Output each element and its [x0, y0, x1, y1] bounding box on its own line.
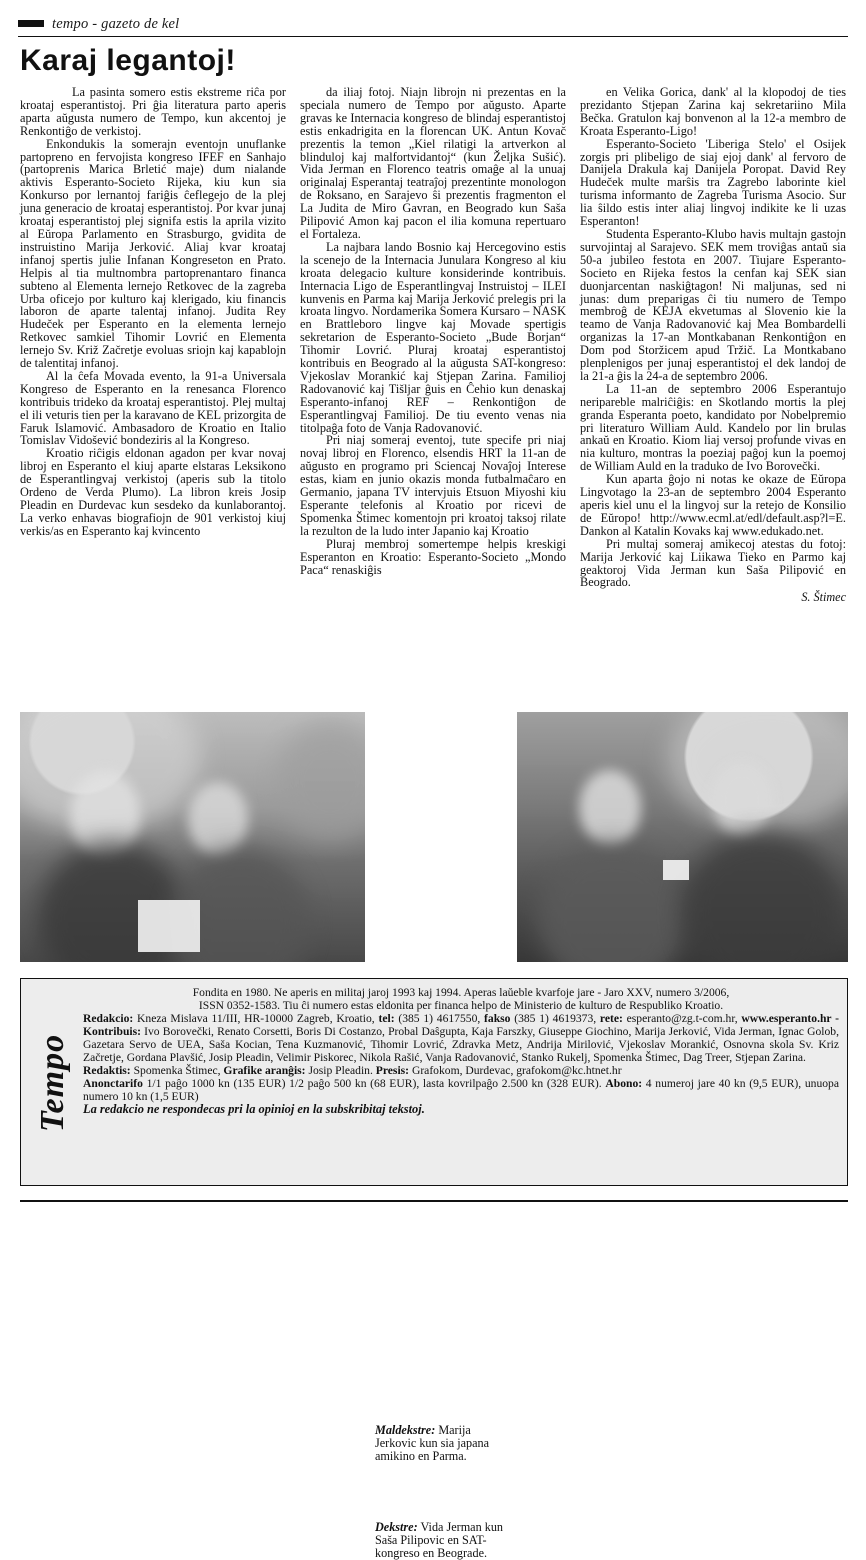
colophon-redaktis-text: Spomenka Štimec, [130, 1064, 224, 1077]
colophon-pricing [83, 1077, 839, 1103]
photo-bag-white [138, 900, 200, 952]
column-1 [20, 86, 286, 706]
photo-captions [375, 1424, 509, 1560]
colophon-disclaimer: La redakcio ne respondecas pri la opinioj en la subskribitaj tekstoj. [83, 1102, 425, 1116]
paragraph: La pasinta somero estis ekstreme riĉa por kroataj esperantistoj. Pri ĝia literatura parto aperis aparta aŭgusta numero de Tempo, kun akcentoj je Renkontiĝo de verkistoj. [20, 85, 286, 138]
colophon-credits [83, 1064, 839, 1077]
colophon-tel-label: tel: [378, 1012, 395, 1025]
colophon-issn: ISSN 0352-1583. Tiu ĉi numero estas eldonita per financa helpo de Ministerio de kulturo de Respubliko Kroatio. [198, 999, 724, 1012]
caption-right-text: Vida Jerman kun Saša Pilipovic en SAT-kongreso en Beograde. [375, 1520, 504, 1560]
colophon-anonctarifo-label: Anonctarifo [83, 1077, 143, 1090]
paragraph: Pri multaj someraj amikecoj atestas du fotoj: Marija Jerković kaj Liikawa Tieko en Parmo kaj geaktoroj Vida Jerman kun Saša Pilipović en Beogrado. [580, 536, 846, 590]
colophon-anonctarifo-text: 1/1 paĝo 1000 kn (135 EUR) 1/2 paĝo 500 kn (68 EUR), lasta kovrilpaĝo 2.500 kn (328 EUR). [142, 1077, 606, 1090]
photo-left-two-women [20, 712, 365, 962]
paragraph: Kun aparta ĝojo ni notas ke okaze de Eŭropa Lingvotago la 23-an de septembro 2004 Esperanto aperis kiel unu el la lingvoj sur la retejo de Konsilio de Eŭropo! http://www.ecml.at/edl/default.asp?l=E. Dankon al Katalin Kovaks kaj www.edukado.net. [580, 472, 846, 538]
colophon-box [20, 978, 848, 1186]
paragraph: en Velika Gorica, dank' al la klopodoj de ties prezidanto Stjepan Zarina kaj sekretariino Mila Bečka. Gratulon kaj bonvenon al la 12-a membro de Kroata Esperanto-Ligo! [580, 85, 846, 138]
caption-left [375, 1424, 509, 1463]
photo-name-badge [663, 860, 689, 880]
photo-right-two-people [517, 712, 848, 962]
colophon-grafike-label: Grafike aranĝis: [223, 1064, 306, 1077]
photo-face-left [579, 770, 641, 846]
paragraph: Pri niaj someraj eventoj, tute specife pri niaj novaj libroj en Florenco, elsendis HRT la 11-an de aŭgusto en programo pri Sciencaj Novaĵoj Interese estas, kiam en junio okazis monda futbalmaĉaro en Germanio, japana TV intervjuis Etsuon Miyoshi kiu Esperante telefonis al Kroatio por ricevi de Spomenka Štimec komentojn pri kroatoj taksoj rilate la rezulton de la ludo inter Japanio kaj Kroatio [300, 433, 566, 538]
masthead-rule-block [18, 20, 44, 27]
column-3 [580, 86, 846, 706]
paragraph: Esperanto-Societo 'Liberiga Stelo' el Osijek zorgis pri plibeligo de siaj ejoj dank' al fervoro de Danijela Drakula kaj Danijela Poropat. David Rey Hudeček multe marŝis tra Zagrebo laborinte kiel turisma informanto de Zagreba Turisma Asocio. Sur lia ŝildo estis inter aliaj lingvoj indikite ke li uzas Esperanton! [580, 136, 846, 229]
colophon-tel-text: (385 1) 4617550, [394, 1012, 485, 1025]
colophon-redakcio-label: Redakcio: [83, 1012, 134, 1025]
colophon-kontribuis-label: - Kontribuis: [83, 1012, 839, 1038]
caption-left-text: Marija Jerkovic kun sia japana amikino en Parma. [375, 1423, 490, 1463]
colophon-grafike-text: Josip Pleadin. [305, 1064, 376, 1077]
photo-face-right [713, 764, 771, 836]
colophon-contact [83, 1012, 839, 1064]
colophon-text [83, 986, 839, 1116]
colophon-abono-text: 4 numeroj jare 40 kn (9,5 EUR), unuopa numero 10 kn (1,5 EUR) [83, 1077, 840, 1103]
paragraph: La najbara lando Bosnio kaj Hercegovino estis la scenejo de la Internacia Junulara Kongreso al kiu kroata delegacio kulture konsiderinde kontribuis. Internacia Ligo de Esperantlingvaj Instruistoj – ILEI kunvenis en Parma kaj Marija Jerković prelegis pri la kroata lingvo. Nordamerika Somera Kursaro – NASK en Brattleboro lingve kaj Movade spertigis sekretarion de Esperanto-Societo „Bude Borjan“ Tihomir Lovrić. Pluraj kroataj esperantistoj kontribuis en Beogrado al la aŭgusta SAT-kongreso: Vjekoslav Morankić kaj Stjepan Zarina. Familioj Radovanović kaj Tišljar ĝuis en Ĉehio kun denaskaj Esperanto-infanoj REF – Renkontiĝon de Esperantlingvaj Familioj. De tiu evento venas nia titolpaĝa foto de Vanja Radovanović. [300, 239, 566, 435]
page-title: Karaj legantoj! [20, 44, 236, 77]
photo-face-right [188, 782, 248, 856]
paragraph: da iliaj fotoj. Niajn librojn ni prezentas en la speciala numero de Tempo por aŭgusto. Aparte gravas ke Internacia kongreso de blindaj esperantistoj estis enkadrigita en la florencan UK. Antun Kovač prezentis la temon „Kiel rilatigi la artverkon al blinduloj kaj malfortvidantoj“ (kun Željka Sušić). Vida Jerman en Florenco teatris omaĝe al la unuaj originalaj Esperantaj teatraĵoj prezentinte monologon de Roksano, en Sarajevo ŝi prezentis fragmenton el La Judita de Miro Gavran, en Beogrado kun Saša Pilipović Amon kaj pacon el ilia komuna repertuaro el Fortaleza. [300, 85, 566, 241]
paragraph: La 11-an de septembro 2006 Esperantujo neripareble malriĉiĝis: en Skotlando mortis la plej granda Esperanta poeto, kandidato por Nobelpremio pri literaturo William Auld. Kandelo por lin brulas ankaŭ en Kroatio. Kiom liaj versoj profunde vivas en nia kulturo, montras la poeziaj paĝoj kun la poemoj de William Auld en la traduko de Ivo Borovečki. [580, 381, 846, 474]
paragraph: Al la ĉefa Movada evento, la 91-a Universala Kongreso de Esperanto en la renesanca Florenco kontribuis trideko da kroataj esperantistoj. Plej multaj el ili veturis tien per la karavano de KEL prizorgita de Faruk Islamović. Ambasadoro de Kroatio en Italio Tomislav Vidošević bondeziris al la Kongreso. [20, 368, 286, 448]
colophon-www-label[interactable]: www.esperanto.hr [741, 1012, 832, 1025]
colophon-rete-text: esperanto@zg.t-com.hr, [622, 1012, 742, 1025]
running-title: tempo - gazeto de kel [52, 16, 180, 32]
paragraph: Kroatio riĉigis eldonan agadon per kvar novaj libroj en Esperanto el kiuj aparte elstaras Leksikono de Esperantlingvaj verkistoj (aperis sub la titolo Ordeno de Verda Plumo). La libron kreis Josip Pleadin en Durdevac kun sesdeko da kunlaborantoj. La verko enhavas biografiojn de 901 verkistoj kiuj verkis/as en Esperanto kaj kvincento [20, 446, 286, 538]
colophon-presis-label: Presis: [375, 1064, 410, 1077]
caption-right [375, 1521, 509, 1560]
paragraph: Pluraj membroj somertempe helpis kreskigi Esperanton en Kroatio: Esperanto-Societo „Mondo Paca“ renaskiĝis [300, 536, 566, 577]
colophon-redakcio-text: Kneza Mislava 11/III, HR-10000 Zagreb, Kroatio, [133, 1012, 379, 1025]
column-2 [300, 86, 566, 706]
masthead-divider [18, 36, 848, 37]
colophon-presis-text: Grafokom, Durdevac, grafokom@kc.htnet.hr [409, 1064, 622, 1077]
article-signature: S. Štimec [801, 590, 846, 605]
caption-left-lead: Maldekstre: [375, 1423, 436, 1437]
colophon-rete-label: rete: [599, 1012, 623, 1025]
colophon-redaktis-label: Redaktis: [83, 1064, 131, 1077]
colophon-kontribuis-text: Ivo Borovečki, Renato Corsetti, Boris Di Costanzo, Probal Daŝgupta, Kaja Farszky, Giuseppe Giochino, Marija Jerković, Vida Jerman, Ignac Golob, Gazetara Servo de UEA, Saša Kocian, Tena Kuzmanović, Tihomir Lovrić, Zdravka Metz, Andrija Mirilović, Vjekoslav Morankić, Osnovna skola Sv. Kriz Začretje, Gordana Plavšić, Josip Pleadin, Velimir Piskorec, Nikola Rašić, Vanja Radovanović, Stanko Rukelj, Spomenka Štimec, Dag Treer, Stjepan Zarina. [83, 1025, 839, 1064]
colophon-fakso-label: fakso [484, 1012, 511, 1025]
paragraph: Studenta Esperanto-Klubo havis multajn gastojn survojintaj al Sarajevo. SEK mem troviĝas antaŭ sia 50-a jubileo festota en 2007. Tiujare Esperanto-Societo en Rijeka festos la cenfan kaj SEK sian duonjarcentan naskiĝtagon! Ni maljunas, sed ni junas: dum preparigas ĉi tiu numero de Tempo membroĝ de KEJA ekvetumas al Slovenio kie la teamo de Vanja Radovanović kaj Mea Bombardelli organizas la 17-an Montkabanan Renkontiĝon en Dom pod Storžicem apud Tržič. La Montkabano plenplenigos per junaj esperantistoj el dek landoj de la 21-a ĝis la 24-a de septembro 2006. [580, 226, 846, 383]
colophon-founded: Fondita en 1980. Ne aperis en militaj jaroj 1993 kaj 1994. Aperas laŭeble kvarfoje jare - Jaro XXV, numero 3/2006, [192, 986, 730, 999]
masthead [18, 16, 848, 42]
paragraph: Enkondukis la somerajn eventojn unuflanke partopreno en fervojista kongreso IFEF en Sanhajo (partoprenis Marica Brletić maje) dum nialande aktivis Esperanto-Societo Rijeka, kiu kun sia Konkurso por lernantoj fariĝis ĉeflegejo de la plej juna generacio de kroataj esperantistoj. Por kvar junaj kroataj esperantistoj plej signifa estis la aprila vizito al Eŭropa Parlamento en Strasburgo, gvidita de instruistino Marija Jerković. Aliaj kvar kroataj infanoj spertis julie Infanan Kongreseton en Prato. Helpis al tia multnombra partoprenantaro financa subteno al Elementa lernejo Retkovec de la zagreba Urba oficejo por kulturo kaj klerigado, kiu financis laboron de aparte talentaj infanoj. Judita Rey Hudeček per Esperanto en la elementa lernejo Retkovec samkiel Tihomir Lovrić en Elementa lernejo Sv. Križ Začretje evoluas sriojn kaj kapablojn de talentitaj infanoj. [20, 136, 286, 371]
colophon-abono-label: Abono: [605, 1077, 643, 1090]
article-columns [20, 86, 848, 706]
colophon-fakso-text: (385 1) 4619373, [510, 1012, 600, 1025]
tempo-wordmark-text: Tempo [34, 1033, 71, 1133]
tempo-wordmark [23, 985, 83, 1181]
caption-right-lead: Dekstre: [375, 1520, 418, 1534]
footer-rule [20, 1200, 848, 1202]
